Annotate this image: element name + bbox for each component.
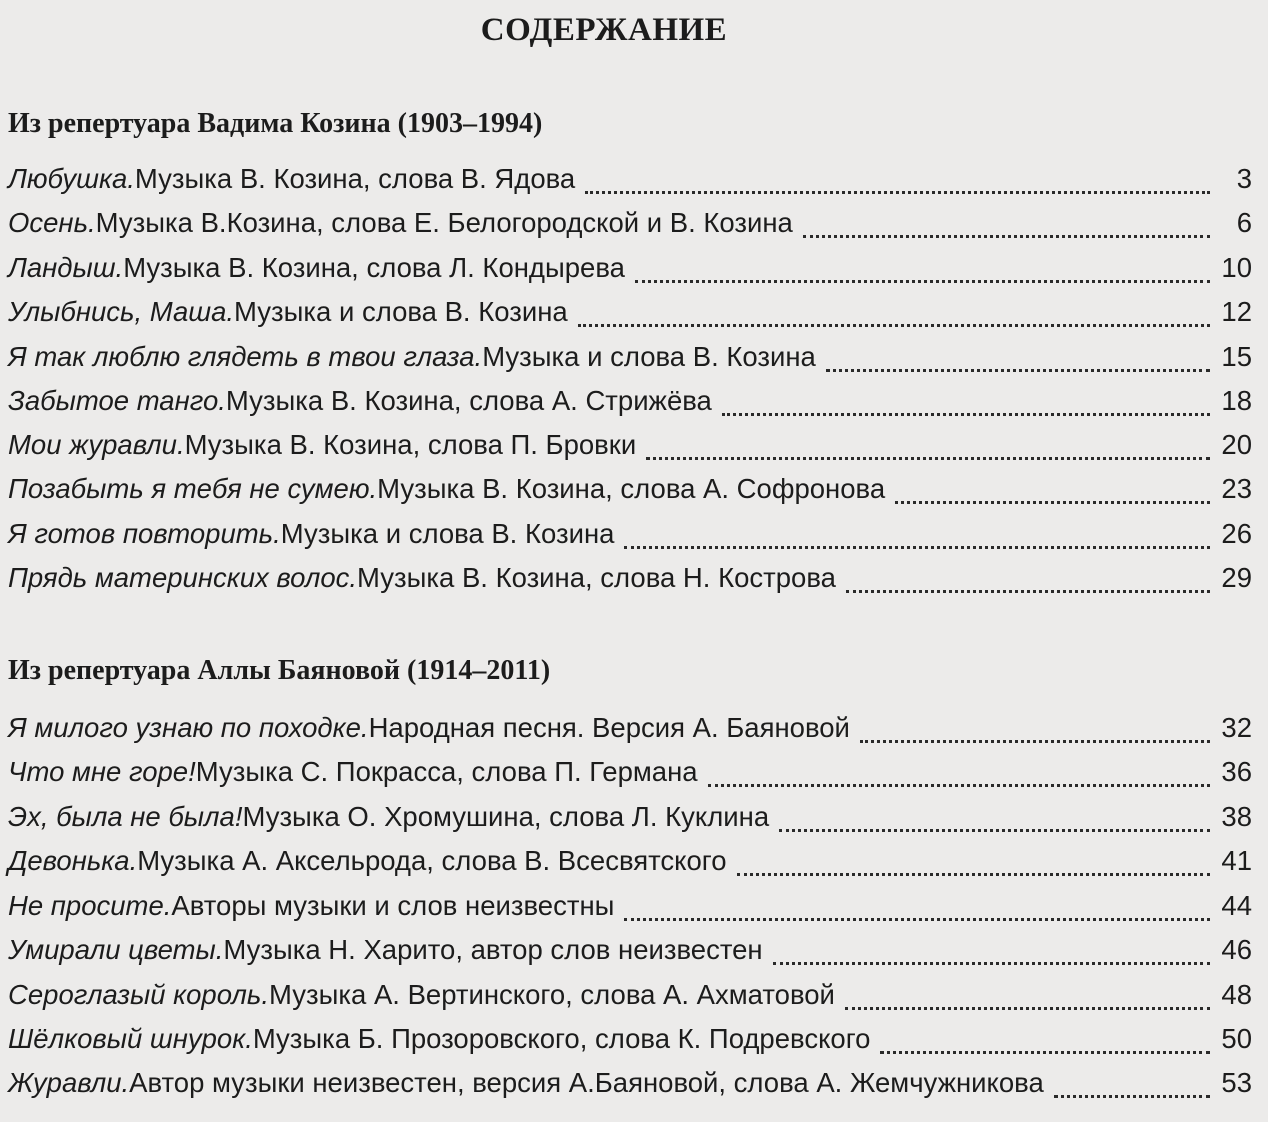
toc-entry[interactable] [8,801,1252,841]
song-credits: Музыка А. Аксельрода, слова В. Всесвятского [137,845,727,876]
song-credits: Музыка В. Козина, слова Л. Кондырева [123,252,625,283]
song-credits: Музыка О. Хромушина, слова Л. Куклина [242,801,770,832]
toc-entry[interactable] [8,163,1252,203]
page-number: 38 [1221,801,1252,832]
song-credits: Народная песня. Версия А. Баяновой [368,712,850,743]
toc-entry[interactable] [8,252,1252,292]
toc-entry[interactable] [8,341,1252,381]
song-title: Мои журавли. [8,429,185,460]
page-number: 10 [1221,252,1252,283]
song-credits: Музыка и слова В. Козина [234,296,568,327]
page-number: 18 [1221,385,1252,416]
song-credits: Музыка и слова В. Козина [482,341,816,372]
toc-entry[interactable] [8,845,1252,885]
dot-leader [846,590,1210,593]
dot-leader [624,546,1210,549]
toc-entry[interactable] [8,207,1252,247]
song-title: Улыбнись, Маша. [8,296,235,327]
song-credits: Музыка В. Козина, слова Н. Кострова [357,562,836,593]
song-title: Не просите. [8,890,172,921]
toc-entry[interactable] [8,385,1252,425]
dot-leader [826,369,1210,372]
page-number: 41 [1221,845,1252,876]
page-number: 46 [1221,934,1252,965]
page-number: 20 [1221,429,1252,460]
song-title: Я готов повторить. [8,518,281,549]
dot-leader [845,1007,1210,1010]
page-title: СОДЕРЖАНИЕ [480,12,728,48]
page-number: 50 [1221,1023,1252,1054]
song-title: Забытое танго. [8,385,226,416]
page-number: 53 [1221,1067,1252,1098]
song-credits: Музыка Б. Прозоровского, слова К. Подревского [252,1023,871,1054]
dot-leader [635,280,1210,283]
dot-leader [585,191,1210,194]
song-title: Сероглазый король. [8,979,270,1010]
dot-leader [708,784,1210,787]
song-credits: Музыка А. Вертинского, слова А. Ахматовой [269,979,835,1010]
page-number: 23 [1221,473,1252,504]
song-title: Эх, была не была! [8,801,243,832]
toc-entry[interactable] [8,429,1252,469]
toc-entry[interactable] [8,756,1252,796]
toc-entry[interactable] [8,1067,1252,1107]
page-number: 36 [1221,756,1252,787]
page-number: 44 [1221,890,1252,921]
toc-entry[interactable] [8,518,1252,558]
toc-entry[interactable] [8,296,1252,336]
toc-entry[interactable] [8,890,1252,930]
song-title: Шёлковый шнурок. [8,1023,253,1054]
song-title: Ландыш. [8,252,124,283]
page-number: 12 [1221,296,1252,327]
song-title: Я милого узнаю по походке. [8,712,369,743]
dot-leader [779,829,1210,832]
dot-leader [860,740,1210,743]
song-title: Что мне горе! [8,756,196,787]
page-number: 26 [1221,518,1252,549]
toc-entry[interactable] [8,712,1252,752]
dot-leader [803,235,1210,238]
toc-entry[interactable] [8,934,1252,974]
song-title: Девонька. [8,845,138,876]
dot-leader [1054,1095,1210,1098]
page-number: 48 [1221,979,1252,1010]
song-credits: Музыка В. Козина, слова П. Бровки [184,429,637,460]
toc-entry[interactable] [8,562,1252,602]
song-credits: Музыка В.Козина, слова Е. Белогородской и В. Козина [95,207,793,238]
song-credits: Музыка В. Козина, слова А. Софронова [377,473,886,504]
toc-entry[interactable] [8,1023,1252,1063]
song-title: Прядь материнских волос. [8,562,358,593]
song-credits: Музыка В. Козина, слова В. Ядова [134,163,576,194]
song-title: Позабыть я тебя не сумею. [8,473,378,504]
song-title: Я так люблю глядеть в твои глаза. [8,341,483,372]
dot-leader [578,324,1210,327]
song-credits: Музыка и слова В. Козина [280,518,615,549]
song-credits: Музыка В. Козина, слова А. Стрижёва [225,385,712,416]
song-credits: Автор музыки неизвестен, версия А.Баяновой, слова А. Жемчужникова [129,1067,1044,1098]
page-number: 15 [1221,341,1252,372]
song-credits: Музыка С. Покрасса, слова П. Германа [195,756,698,787]
song-credits: Музыка Н. Харито, автор слов неизвестен [223,934,763,965]
page-number: 3 [1236,163,1252,194]
dot-leader [624,918,1210,921]
dot-leader [737,873,1210,876]
song-credits: Авторы музыки и слов неизвестны [171,890,615,921]
section-heading-kozin: Из репертуара Вадима Козина (1903–1994) [8,108,543,139]
toc-entry[interactable] [8,979,1252,1019]
dot-leader [895,501,1210,504]
song-title: Умирали цветы. [8,934,224,965]
song-title: Журавли. [8,1067,130,1098]
dot-leader [773,962,1210,965]
page-number: 6 [1236,207,1252,238]
dot-leader [880,1051,1210,1054]
dot-leader [722,413,1210,416]
song-title: Осень. [8,207,96,238]
toc-entry[interactable] [8,473,1252,513]
section-heading-bayanova: Из репертуара Аллы Баяновой (1914–2011) [8,655,551,686]
dot-leader [646,457,1210,460]
page-number: 29 [1221,562,1252,593]
page-number: 32 [1221,712,1252,743]
song-title: Любушка. [8,163,135,194]
